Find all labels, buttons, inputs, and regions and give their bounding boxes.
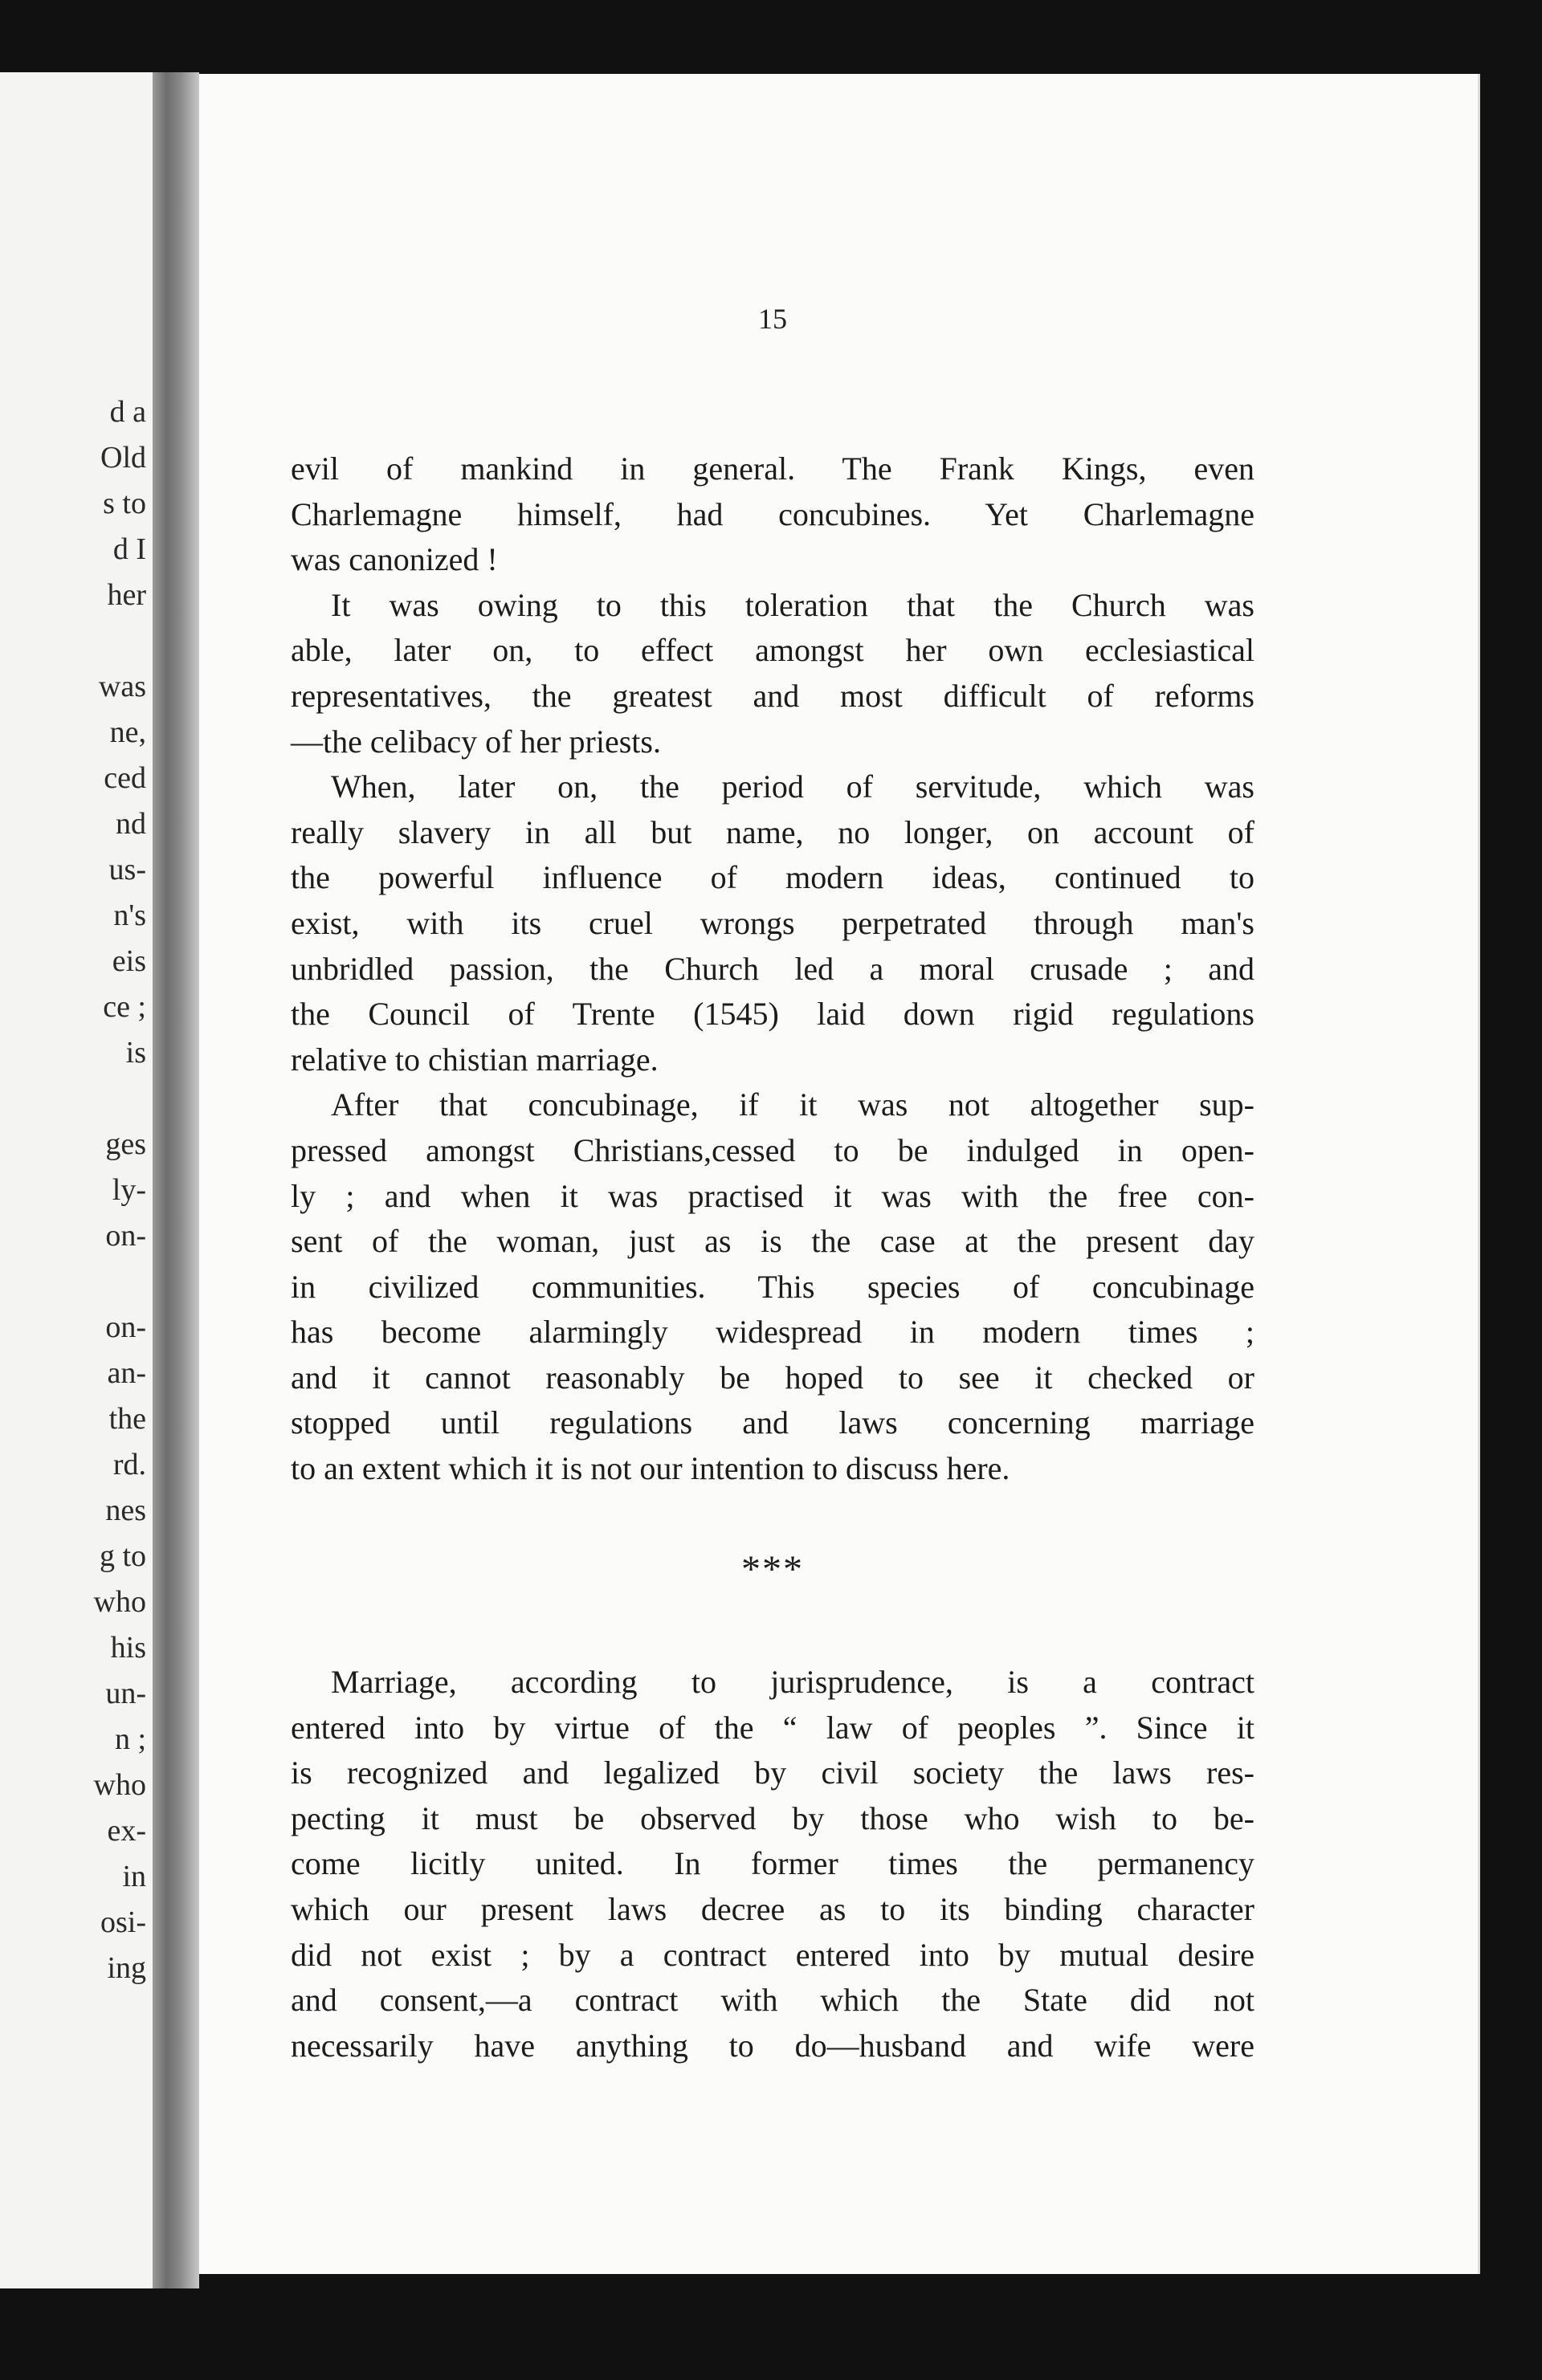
text-line: able, later on, to effect amongst her own ecclesiastical — [291, 632, 1254, 669]
left-fragment: n's — [113, 899, 146, 932]
left-fragment: is — [125, 1036, 146, 1070]
book-gutter — [153, 72, 199, 2288]
text-line: exist, with its cruel wrongs perpetrated through man's — [291, 904, 1254, 941]
body-text-upper — [291, 446, 1254, 1492]
section-separator: *** — [741, 1548, 804, 1591]
text-line: evil of mankind in general. The Frank Kings, even — [291, 450, 1254, 487]
text-line: pecting it must be observed by those who wish to be- — [291, 1799, 1254, 1836]
page-number: 15 — [758, 303, 787, 335]
text-line: is recognized and legalized by civil society the laws res- — [291, 1754, 1254, 1791]
left-fragment: an- — [107, 1356, 146, 1390]
text-line: ly ; and when it was practised it was with the free con- — [291, 1177, 1254, 1214]
left-fragment — [34, 618, 146, 664]
left-fragment: on- — [105, 1219, 146, 1253]
text-line: —the celibacy of her priests. — [291, 723, 661, 760]
text-line: stopped until regulations and laws concerning marriage — [291, 1404, 1254, 1441]
left-fragment: rd. — [112, 1448, 146, 1481]
left-page-edge — [0, 72, 153, 2288]
left-fragment: in — [122, 1860, 146, 1893]
text-line: representatives, the greatest and most difficult of reforms — [291, 677, 1254, 714]
left-fragment: who — [93, 1585, 146, 1619]
left-fragment: on- — [105, 1310, 146, 1344]
text-line: relative to chistian marriage. — [291, 1041, 659, 1078]
left-fragment: ne, — [109, 715, 146, 749]
text-line: was canonized ! — [291, 541, 498, 578]
text-line: come licitly united. In former times the permanency — [291, 1845, 1254, 1882]
text-line: unbridled passion, the Church led a moral crusade ; and — [291, 950, 1254, 987]
text-line: the powerful influence of modern ideas, continued to — [291, 859, 1254, 896]
left-fragment — [34, 1259, 146, 1305]
paragraph-first-line: When, later on, the period of servitude, which was — [331, 768, 1254, 805]
text-line: has become alarmingly widespread in modern times ; — [291, 1314, 1254, 1351]
left-fragment: d I — [112, 532, 146, 566]
left-fragment: us- — [108, 853, 146, 886]
left-fragment: Old — [100, 441, 146, 475]
text-line: the Council of Trente (1545) laid down rigid regulations — [291, 996, 1254, 1033]
text-line: and consent,—a contract with which the State did not — [291, 1982, 1254, 2019]
left-fragment: the — [108, 1402, 146, 1436]
body-text-lower — [291, 1660, 1254, 2068]
left-fragment: was — [98, 670, 146, 703]
left-fragment: ly- — [112, 1173, 146, 1207]
text-line: necessarily have anything to do—husband and wife were — [291, 2027, 1254, 2064]
left-fragment: ges — [105, 1127, 146, 1161]
text-line: in civilized communities. This species of concubinage — [291, 1268, 1254, 1305]
left-fragment: ex- — [107, 1814, 146, 1848]
left-fragment: who — [93, 1768, 146, 1802]
left-fragment: osi- — [100, 1905, 146, 1939]
text-line: did not exist ; by a contract entered into by mutual desire — [291, 1936, 1254, 1973]
left-fragment: nd — [116, 807, 146, 841]
text-line: to an extent which it is not our intention to discuss here. — [291, 1450, 1010, 1487]
left-fragment: nes — [105, 1494, 146, 1527]
left-page-text-fragments — [34, 389, 146, 1991]
left-fragment: d a — [109, 395, 146, 429]
text-line: sent of the woman, just as is the case at the present day — [291, 1223, 1254, 1260]
paragraph-first-line: Marriage, according to jurisprudence, is a contract — [331, 1664, 1254, 1700]
left-fragment: his — [110, 1631, 146, 1665]
text-line: Charlemagne himself, had concubines. Yet Charlemagne — [291, 495, 1254, 532]
left-fragment: ced — [104, 761, 146, 795]
left-fragment: ing — [107, 1951, 146, 1985]
paragraph-first-line: After that concubinage, if it was not altogether sup- — [331, 1086, 1254, 1123]
left-fragment: un- — [105, 1677, 146, 1710]
text-line: entered into by virtue of the “ law of peoples ”. Since it — [291, 1709, 1254, 1746]
left-fragment: her — [107, 578, 146, 612]
page — [199, 74, 1480, 2274]
text-line: and it cannot reasonably be hoped to see it checked or — [291, 1359, 1254, 1396]
paragraph-first-line: It was owing to this toleration that the Church was — [331, 586, 1254, 623]
left-fragment: s to — [103, 487, 146, 520]
left-fragment: eis — [112, 944, 146, 978]
text-line: pressed amongst Christians,cessed to be indulged in open- — [291, 1131, 1254, 1168]
text-line: really slavery in all but name, no longer, on account of — [291, 813, 1254, 850]
left-fragment: ce ; — [103, 990, 146, 1024]
left-fragment — [34, 1076, 146, 1122]
left-fragment: n ; — [114, 1722, 146, 1756]
left-fragment: g to — [99, 1539, 146, 1573]
text-line: which our present laws decree as to its binding character — [291, 1890, 1254, 1927]
